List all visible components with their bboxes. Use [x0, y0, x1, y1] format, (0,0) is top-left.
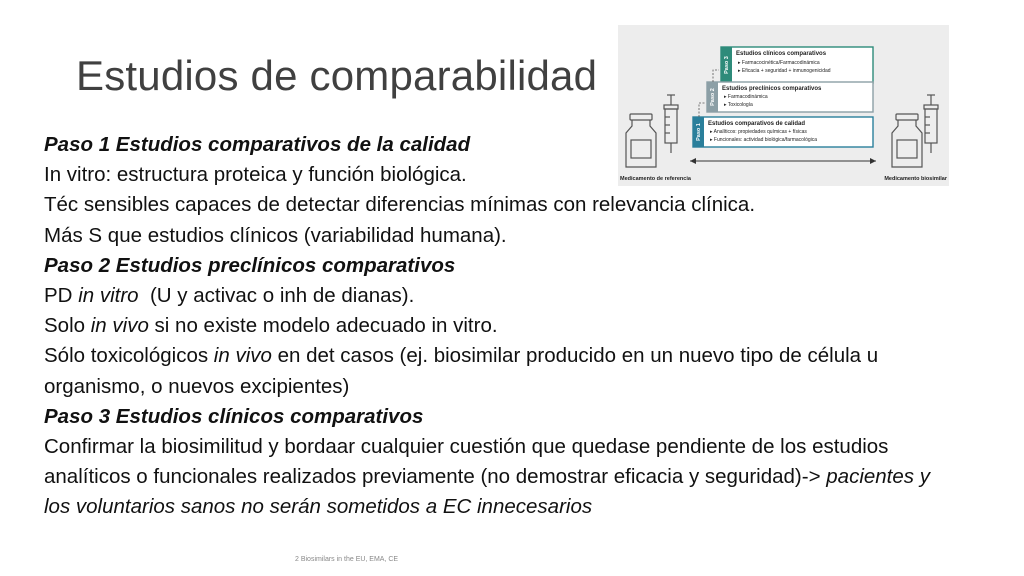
step3-item-1: ▸ Farmacocinética/Farmacodinámica [738, 60, 820, 66]
step1-line-1: In vitro: estructura proteica y función biológica. [44, 163, 467, 187]
biosimilar-caption: Medicamento biosimilar [884, 176, 947, 182]
step2-item-1: ▸ Farmacodinámica [724, 94, 768, 100]
step1-line-2: Téc sensibles capaces de detectar diferencias mínimas con relevancia clínica. [44, 193, 756, 217]
step3-tag: Paso 3 [724, 56, 730, 74]
step2-line-3: Sólo toxicológicos in vivo en det casos (ej. biosimilar producido en un nuevo tipo de célula u organismo, o nuevos excipientes) [44, 344, 879, 398]
step3-item-2: ▸ Eficacia + seguridad + inmunogenicidad [738, 68, 831, 74]
step2-heading: Paso 2 Estudios preclínicos comparativos [44, 253, 456, 277]
step2-title: Estudios preclínicos comparativos [722, 86, 822, 92]
step2-tag: Paso 2 [710, 88, 716, 106]
step3-line-1: Confirmar la biosimilitud y bordaar cualquier cuestión que quedase pendiente de los estudios analíticos o funcionales realizados previamente (no demostrar eficacia y seguridad)-> pacientes y los voluntarios sanos no serán sometidos a EC innecesarios [44, 435, 930, 519]
step2-line-1: PD in vitro (U y activac o inh de dianas). [44, 284, 415, 308]
connector-1-2 [699, 103, 705, 117]
reference-caption: Medicamento de referencia [620, 176, 691, 182]
step1-item-2: ▸ Funcionales: actividad biológica/farmacológica [710, 137, 818, 143]
step1-title: Estudios comparativos de calidad [708, 121, 806, 127]
step1-item-1: ▸ Analíticos: propiedades químicas + físicas [710, 129, 807, 135]
step2-block [707, 82, 873, 112]
step2-item-2: ▸ Toxicología [724, 102, 753, 108]
slide-title: Estudios de comparabilidad [76, 52, 598, 99]
step1-heading: Paso 1 Estudios comparativos de la calidad [44, 133, 471, 156]
connector-2-3 [713, 70, 719, 82]
footer-reference: 2 Biosimilars in the EU, EMA, CE [295, 556, 399, 563]
step3-heading: Paso 3 Estudios clínicos comparativos [44, 404, 424, 428]
step2-line-2: Solo in vivo si no existe modelo adecuado in vitro. [44, 314, 498, 338]
step1-tag: Paso 1 [696, 123, 702, 141]
step3-title: Estudios clínicos comparativos [736, 51, 827, 57]
slide-body [44, 130, 944, 523]
step3-block [721, 47, 873, 83]
step1-line-3: Más S que estudios clínicos (variabilidad humana). [44, 223, 507, 247]
